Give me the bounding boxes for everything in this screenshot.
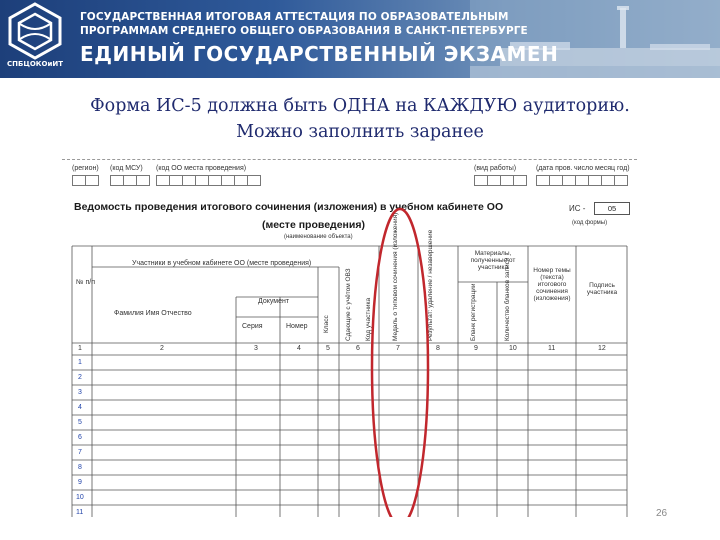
col-number: 2 — [160, 345, 164, 352]
banner-title: ЕДИНЫЙ ГОСУДАРСТВЕННЫЙ ЭКЗАМЕН — [80, 42, 559, 66]
row-number: 7 — [78, 449, 82, 456]
col-number: 5 — [326, 345, 330, 352]
col-number: 9 — [474, 345, 478, 352]
highlight-ellipse — [62, 157, 642, 517]
col-number: 11 — [548, 345, 556, 352]
header-class: Класс — [323, 315, 330, 333]
header-assist: Сдающие с учётом ОВЗ — [345, 268, 352, 341]
col-number: 7 — [396, 345, 400, 352]
header-blank-count: Количество бланков записи — [504, 257, 511, 341]
label-date: (дата пров. — [536, 165, 573, 172]
banner-line-2: ПРОГРАММАМ СРЕДНЕГО ОБЩЕГО ОБРАЗОВАНИЯ В САНКТ-ПЕТЕРБУРГЕ — [80, 25, 528, 37]
slide-heading-line-2: Можно заполнить заранее — [236, 122, 484, 142]
row-number: 10 — [76, 494, 84, 501]
col-number: 4 — [297, 345, 301, 352]
header-num: № п/п — [76, 279, 95, 286]
header-number: Номер — [286, 323, 308, 330]
row-number: 5 — [78, 419, 82, 426]
header-banner — [0, 0, 720, 78]
slide-heading — [0, 93, 720, 145]
header-participants: Участники в учебном кабинете ОО (месте проведения) — [132, 260, 312, 267]
row-number: 8 — [78, 464, 82, 471]
col-number: 8 — [436, 345, 440, 352]
header-materials: Материалы, полученные от участника — [470, 250, 516, 271]
header-signature: Подпись участника — [586, 282, 618, 296]
header-essay-result: Результат: удаление / незавершение — [427, 229, 434, 341]
row-number: 3 — [78, 389, 82, 396]
header-blanks: Бланк регистрации — [470, 283, 477, 341]
row-number: 1 — [78, 359, 82, 366]
header-fio: Фамилия Имя Отчество — [114, 310, 192, 317]
label-oo: (код ОО места проведения) — [156, 165, 247, 172]
form-title: Ведомость проведения итогового сочинения (изложения) в учебном кабинете ОО — [74, 201, 504, 213]
col-number: 3 — [254, 345, 258, 352]
col-number: 10 — [509, 345, 517, 352]
banner-line-1: ГОСУДАРСТВЕННАЯ ИТОГОВАЯ АТТЕСТАЦИЯ ПО ОБРАЗОВАТЕЛЬНЫМ — [80, 11, 509, 23]
row-number: 2 — [78, 374, 82, 381]
form-code-label: ИС - — [569, 204, 586, 213]
form-title-place: (месте проведения) — [262, 219, 365, 231]
form-code-value: 05 — [594, 202, 630, 215]
col-number: 12 — [598, 345, 606, 352]
slide-heading-line-1: Форма ИС-5 должна быть ОДНА на КАЖДУЮ аудиторию. — [90, 96, 630, 116]
row-number: 9 — [78, 479, 82, 486]
header-essay-code: Код участника — [365, 297, 372, 341]
logo-caption: СПБЦОКОиИТ — [7, 60, 63, 68]
row-number: 4 — [78, 404, 82, 411]
row-number: 6 — [78, 434, 82, 441]
header-series: Серия — [242, 323, 263, 330]
logo-emblem-icon — [0, 0, 70, 62]
col-number: 1 — [78, 345, 82, 352]
row-number: 11 — [76, 509, 84, 516]
logo — [0, 0, 70, 78]
header-document: Документ — [258, 298, 290, 305]
label-mcu: (код МСУ) — [110, 165, 143, 172]
header-essay-mark: Медаль о типовом сочинения (изложения) — [392, 212, 399, 341]
label-region: (регион) — [72, 165, 99, 172]
label-date-format: число месяц год) — [574, 165, 630, 172]
form-code-subcaption: (код формы) — [572, 220, 608, 226]
header-topic: Номер темы (текста) итогового сочинения (изложения) — [533, 267, 571, 302]
form-title-subcaption: (наименование объекта) — [284, 234, 353, 240]
form-is5-image — [62, 157, 642, 517]
label-work-type: (вид работы) — [474, 165, 517, 172]
slide-number: 26 — [656, 508, 668, 519]
col-number: 6 — [356, 345, 360, 352]
